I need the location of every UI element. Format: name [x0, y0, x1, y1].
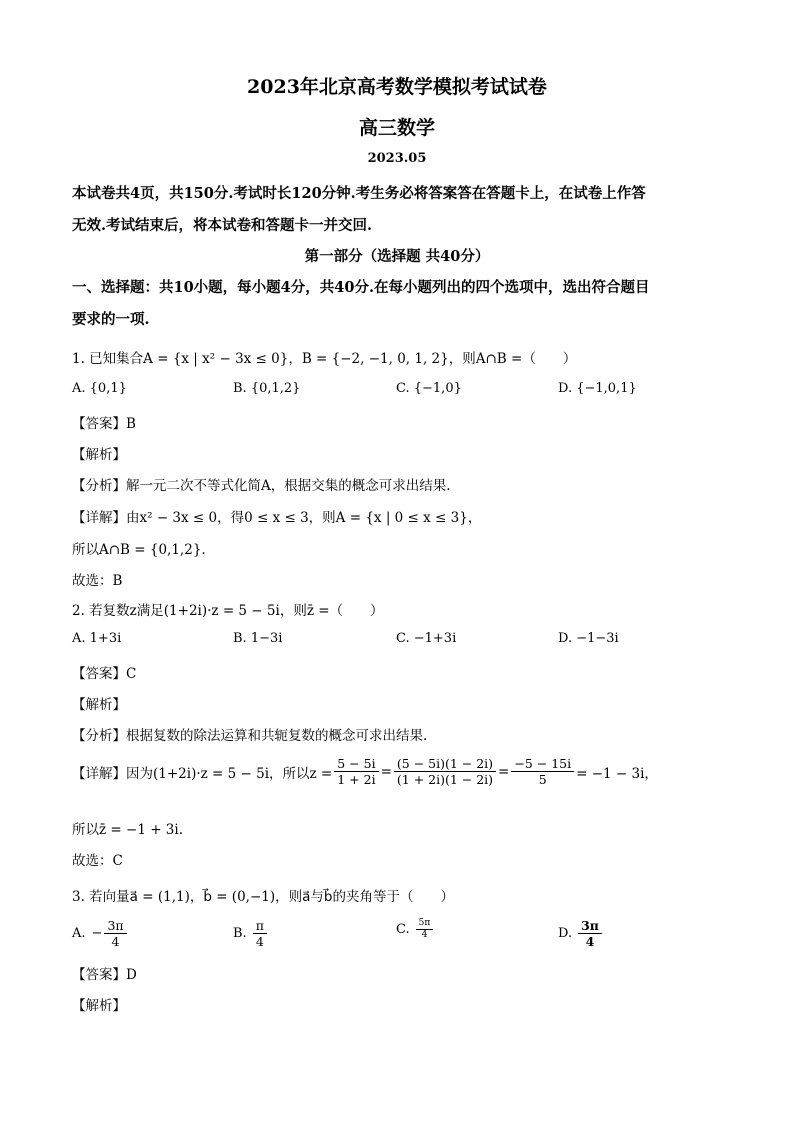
q3-option-b-label: B. [233, 926, 247, 941]
q2-option-c: C. −1+3i [396, 631, 457, 646]
q3-option-d-den: 4 [585, 934, 595, 949]
q3-option-a-label: A. [72, 926, 86, 941]
q3-option-d-label: D. [558, 926, 573, 941]
q1-option-c: C. {−1,0} [396, 381, 462, 396]
q1-answer: 【答案】B [72, 416, 136, 432]
q3-option-a-fraction [104, 918, 126, 949]
q3-option-a [72, 918, 129, 949]
q2-fraction-1 [334, 756, 378, 787]
q3-option-b-num: π [253, 918, 267, 934]
instructions-line-2: 无效.考试结束后，将本试卷和答题卡一并交回. [72, 217, 373, 234]
q2-fraction-1-den: 1 + 2i [337, 772, 376, 787]
q1-xiangjie: 【详解】由x² − 3x ≤ 0，得0 ≤ x ≤ 3，则A = {x | 0 ≤ x ≤ 3}， [72, 510, 482, 526]
q3-analysis-label: 【解析】 [72, 998, 126, 1014]
q3-answer: 【答案】D [72, 967, 137, 983]
q2-fraction-2-den: (1 + 2i)(1 − 2i) [396, 772, 494, 787]
q3-option-d-fraction [578, 918, 602, 949]
q2-analysis-label: 【解析】 [72, 697, 126, 713]
q2-option-d: D. −1−3i [558, 631, 619, 646]
q3-option-a-sign: − [91, 926, 103, 941]
q1-option-a: A. {0,1} [72, 381, 127, 396]
section-desc-line-1: 一、选择题：共10小题，每小题4分，共40分.在每小题列出的四个选项中，选出符合题目 [72, 279, 650, 296]
q3-option-d [558, 918, 604, 949]
q2-stem: 2. 若复数z满足(1+2i)·z = 5 − 5i，则z̄ =（ ） [72, 603, 384, 619]
q2-fraction-1-num: 5 − 5i [334, 756, 378, 772]
q1-option-b: B. {0,1,2} [233, 381, 301, 396]
q2-option-a: A. 1+3i [72, 631, 122, 646]
section-desc-line-2: 要求的一项. [72, 311, 150, 328]
q2-choice: 故选：C [72, 853, 123, 869]
q3-option-c [396, 918, 435, 941]
q2-conclusion: 所以z̄ = −1 + 3i. [72, 822, 183, 838]
q2-equals-2: = [498, 763, 510, 780]
q2-option-b: B. 1−3i [233, 631, 283, 646]
q1-analysis-label: 【解析】 [72, 447, 126, 463]
page-subtitle: 高三数学 [358, 117, 435, 139]
q2-xiangjie-post: = −1 − 3i， [576, 765, 658, 782]
q3-option-c-label: C. [396, 922, 410, 937]
q2-fraction-2 [394, 756, 496, 787]
instructions-line-1: 本试卷共4页，共150分.考试时长120分钟.考生务必将答案答在答题卡上，在试卷上作答 [72, 185, 646, 202]
q1-choice: 故选：B [72, 573, 123, 589]
q2-fraction-3-num: −5 − 15i [511, 756, 574, 772]
section-heading: 第一部分（选择题 共40分） [304, 248, 490, 265]
q1-option-d: D. {−1,0,1} [558, 381, 637, 396]
q3-option-c-fraction [416, 918, 434, 941]
q3-stem: 3. 若向量a⃗ = (1,1)，b⃗ = (0,−1)，则a⃗与b⃗的夹角等于（ ） [72, 889, 454, 905]
q2-xiangjie [72, 756, 658, 787]
q1-fenxi: 【分析】解一元二次不等式化简A，根据交集的概念可求出结果. [72, 478, 451, 494]
page-title: 2023年北京高考数学模拟考试试卷 [247, 76, 547, 98]
q2-xiangjie-pre: 【详解】因为(1+2i)·z = 5 − 5i，所以z = [72, 765, 333, 782]
q3-option-b-den: 4 [255, 934, 264, 949]
q3-option-c-num: 5π [416, 918, 434, 930]
q2-equals-1: = [380, 763, 392, 780]
q3-option-c-den: 4 [421, 930, 428, 940]
q1-stem: 1. 已知集合A = {x | x² − 3x ≤ 0}，B = {−2, −1, 0, 1, 2}，则A∩B =（ ） [72, 351, 577, 367]
q3-option-a-den: 4 [111, 934, 120, 949]
q1-conclusion: 所以A∩B = {0,1,2}. [72, 542, 206, 558]
q3-option-b-fraction [253, 918, 267, 949]
q2-fenxi: 【分析】根据复数的除法运算和共轭复数的概念可求出结果. [72, 728, 428, 744]
q3-option-a-num: 3π [104, 918, 126, 934]
q3-option-b [233, 918, 269, 949]
q2-fraction-2-num: (5 − 5i)(1 − 2i) [394, 756, 496, 772]
exam-date: 2023.05 [367, 151, 427, 166]
q3-option-d-num: 3π [578, 918, 602, 934]
q2-answer: 【答案】C [72, 666, 137, 682]
q2-fraction-3 [511, 756, 574, 787]
q2-fraction-3-den: 5 [538, 772, 547, 787]
